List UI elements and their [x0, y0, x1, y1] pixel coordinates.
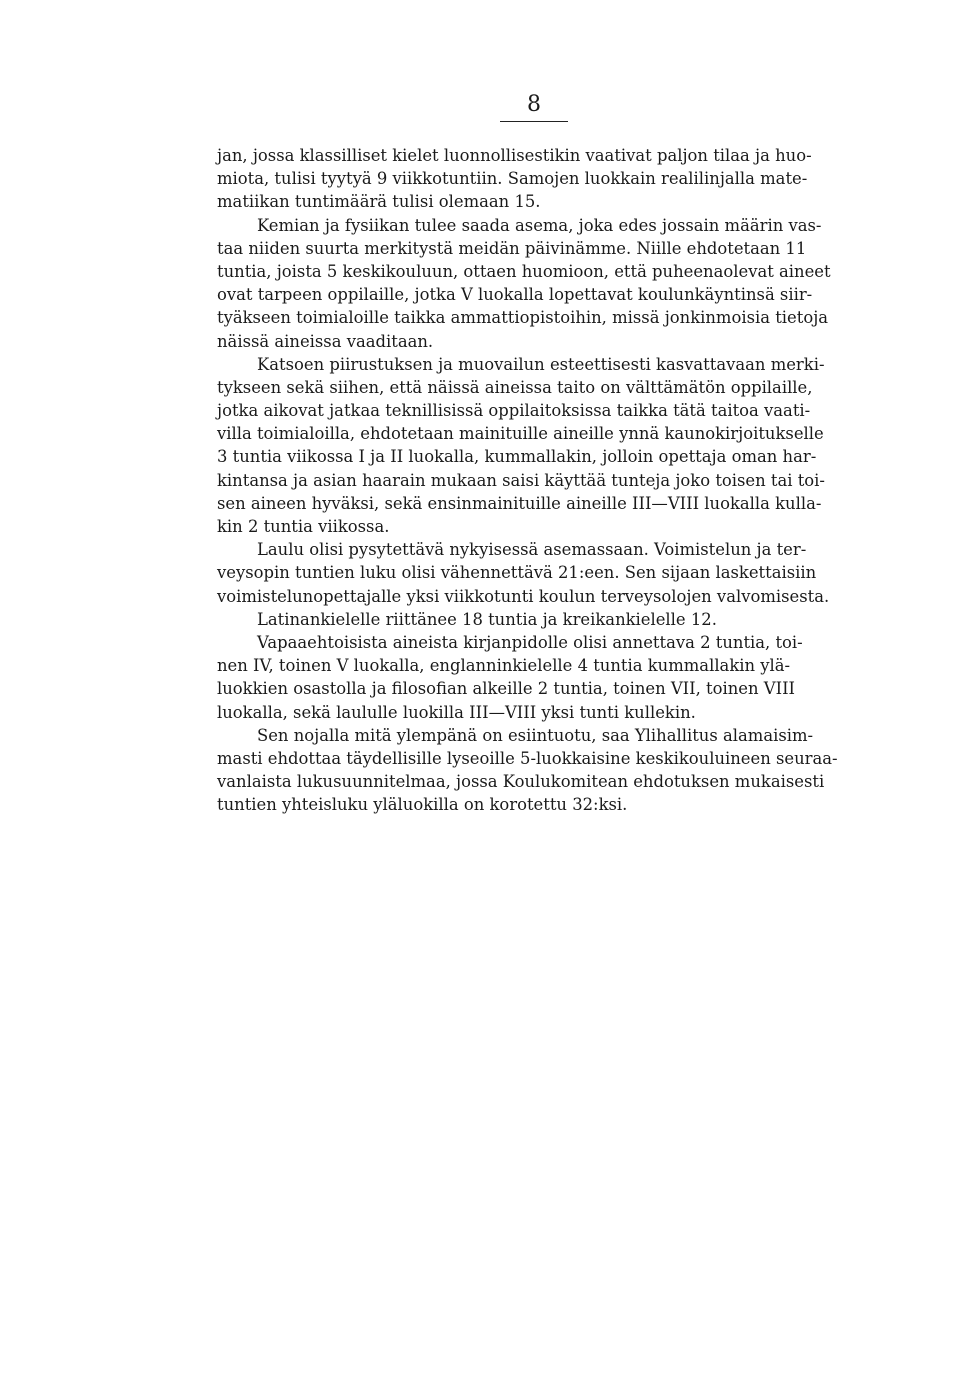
text-line: tykseen sekä siihen, että näissä aineissa taito on välttämätön oppilaille, — [217, 377, 813, 397]
text-line: Latinankielelle riittänee 18 tuntia ja kreikankielelle 12. — [257, 609, 717, 629]
text-line: jan, jossa klassilliset kielet luonnollisestikin vaativat paljon tilaa ja huo- — [217, 146, 812, 165]
text-line: villa toimialoilla, ehdotetaan mainituille aineille ynnä kaunokirjoitukselle — [217, 424, 824, 444]
text-line: näissä aineissa vaaditaan. — [217, 331, 434, 351]
text-line: kintansa ja asian haarain mukaan saisi käyttää tunteja joko toisen tai toi- — [217, 470, 825, 490]
text-line: sen aineen hyväksi, sekä ensinmainituille aineille III—VIII luokalla kulla- — [217, 493, 822, 513]
text-line: miota, tulisi tyytyä 9 viikkotuntiin. Samojen luokkain realilinjalla mate- — [217, 169, 808, 189]
body-text — [217, 144, 872, 816]
text-line: 3 tuntia viikossa I ja II luokalla, kummallakin, jolloin opettaja oman har- — [217, 447, 817, 467]
text-line: nen IV, toinen V luokalla, englanninkielelle 4 tuntia kummallakin ylä- — [217, 656, 791, 676]
text-line: vanlaista lukusuunnitelmaa, jossa Koulukomitean ehdotuksen mukaisesti — [217, 772, 825, 792]
text-line: tuntia, joista 5 keskikouluun, ottaen huomioon, että puheenaolevat aineet — [217, 261, 831, 281]
text-line: masti ehdottaa täydellisille lyseoille 5-luokkaisine keskikouluineen seuraa- — [217, 748, 838, 768]
text-line: luokkien osastolla ja filosofian alkeille 2 tuntia, toinen VII, toinen VIII — [217, 679, 796, 699]
text-line: jotka aikovat jatkaa teknillisissä oppilaitoksissa taikka tätä taitoa vaati- — [217, 401, 811, 421]
text-line: Katsoen piirustuksen ja muovailun esteettisesti kasvattavaan merki- — [257, 354, 825, 374]
text-line: veysopin tuntien luku olisi vähennettävä 21:een. Sen sijaan laskettaisiin — [217, 563, 817, 583]
text-line: Laulu olisi pysytettävä nykyisessä asemassaan. Voimistelun ja ter- — [257, 540, 807, 560]
text-line: kin 2 tuntia viikossa. — [217, 517, 390, 536]
text-line: matiikan tuntimäärä tulisi olemaan 15. — [217, 192, 541, 212]
text-line: voimistelunopettajalle yksi viikkotunti koulun terveysolojen valvomisesta. — [217, 586, 830, 606]
text-line: tuntien yhteisluku yläluokilla on korotettu 32:ksi. — [217, 795, 628, 815]
page-number: 8 — [500, 92, 568, 122]
text-line: Kemian ja fysiikan tulee saada asema, joka edes jossain määrin vas- — [257, 215, 822, 235]
text-line: tyäkseen toimialoille taikka ammattiopistoihin, missä jonkinmoisia tietoja — [217, 308, 829, 328]
text-line: taa niiden suurta merkitystä meidän päivinämme. Niille ehdotetaan 11 — [217, 238, 807, 258]
text-line: luokalla, sekä laululle luokilla III—VIII yksi tunti kullekin. — [217, 702, 696, 722]
text-line: Vapaaehtoisista aineista kirjanpidolle olisi annettava 2 tuntia, toi- — [257, 632, 803, 652]
text-line: ovat tarpeen oppilaille, jotka V luokalla lopettavat koulunkäyntinsä siir- — [217, 285, 813, 305]
text-line: Sen nojalla mitä ylempänä on esiintuotu, saa Ylihallitus alamaisim- — [257, 725, 814, 745]
